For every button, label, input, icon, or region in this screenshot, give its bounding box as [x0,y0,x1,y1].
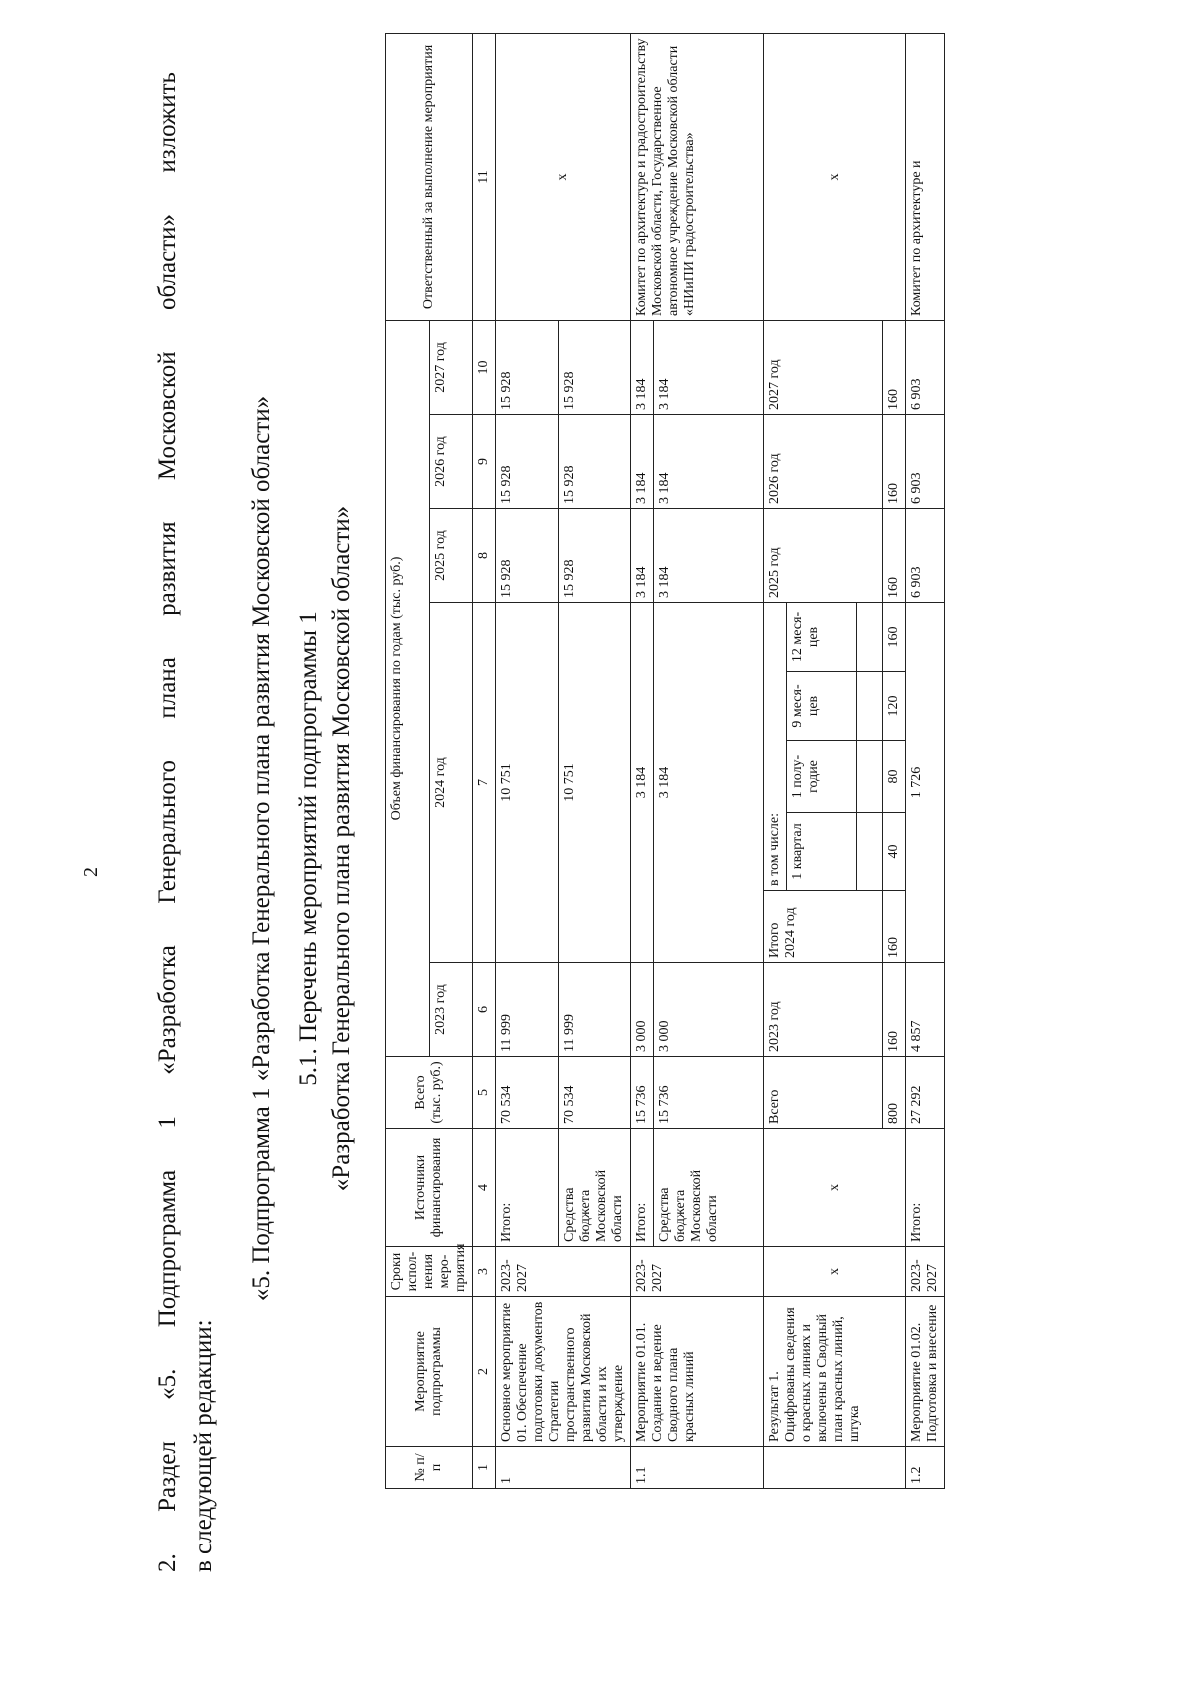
row-2026: 15 928 [559,415,631,509]
result-2025-label: 2025 год [764,509,883,603]
result-2027-label: 2027 год [764,320,883,414]
result-h1: 80 [883,741,906,813]
intro-word: изложить [154,72,181,173]
col-number: 8 [473,509,496,603]
row-total: 27 292 [906,1057,945,1129]
intro-word: Подпрограмма [154,1169,181,1328]
header-terms: Сроки испол-нения меро-приятия [386,1247,473,1297]
intro-word: 1 [154,1116,181,1129]
col-number: 9 [473,415,496,509]
result-total: 800 [883,1057,906,1129]
intro-word: области» [154,213,181,311]
result-9m-label: 9 меся-цев [787,672,857,741]
row-2024: 3 184 [654,603,764,963]
row-2027: 6 903 [906,320,945,414]
result-no [764,1447,906,1489]
result-12m: 160 [883,603,906,672]
result-incl-label: в том числе: [764,603,787,891]
col-number: 11 [473,33,496,320]
result-2026-label: 2026 год [764,415,883,509]
row-total: 70 534 [496,1057,559,1129]
section-heading: «5. Подпрограмма 1 «Разработка Генерального плана развития Московской области» [248,395,275,1302]
result-activity: Результат 1. Оцифрованы сведения о красных линиях и включены в Сводный план красных линий, штука [764,1297,906,1447]
row-2023: 3 000 [654,963,764,1057]
intro-word: «Разработка [154,945,181,1075]
header-responsible: Ответственный за выполнение мероприятия [386,33,473,320]
intro-line-1 [150,72,186,1572]
header-row-1 [386,33,430,1488]
row-2023: 4 857 [906,963,945,1057]
row-2024: 10 751 [559,603,631,963]
row-2025: 3 184 [654,509,764,603]
intro-paragraph [150,72,222,1572]
result-2025: 160 [883,509,906,603]
row-2026: 6 903 [906,415,945,509]
result-q1-label: 1 квартал [787,813,857,891]
row-2023: 11 999 [496,963,559,1057]
row-activity: Основное мероприятие 01. Обеспечение подготовки документов Стратегии пространственного развития Московской области и их утверждение [496,1297,631,1447]
header-sources: Источники финансирования [386,1129,473,1247]
row-2024: 10 751 [496,603,559,963]
row-2023: 11 999 [559,963,631,1057]
row-terms: 2023-2027 [631,1247,764,1297]
row-responsible: Комитет по архитектуре и градостроительству Московской области, Государственное автономное учреждение Московской области «НИиПИ градостроительства» [631,33,764,320]
table-row [496,33,559,1488]
result-source: х [764,1129,906,1247]
header-activity: Мероприятие подпрограммы [386,1297,473,1447]
intro-word: Московской [154,351,181,481]
result-2023-label: 2023 год [764,963,883,1057]
result-12m-label: 12 меся-цев [787,603,857,672]
row-terms: 2023-2027 [496,1247,631,1297]
row-2027: 15 928 [559,320,631,414]
subsection-heading-2: «Разработка Генерального плана развития Московской области» [328,505,355,1192]
row-total: 15 736 [654,1057,764,1129]
row-responsible: Комитет по архитектуре и [906,33,945,320]
header-funding: Объем финансирования по годам (тыс. руб.) [386,320,430,1056]
header-2023: 2023 год [429,963,473,1057]
intro-word: развития [154,521,181,616]
row-total: 15 736 [631,1057,654,1129]
row-source: Итого: [496,1129,559,1247]
row-responsible: х [496,33,631,320]
row-2026: 3 184 [631,415,654,509]
row-2025: 3 184 [631,509,654,603]
result-empty-cell [857,603,883,672]
row-2024: 1 726 [906,603,945,963]
result-total-label: Всего [764,1057,883,1129]
row-terms: 2023-2027 [906,1247,945,1297]
result-q1: 40 [883,813,906,891]
result-h1-label: 1 полу-годие [787,741,857,813]
table-row [631,33,654,1488]
intro-line-2: в следующей редакции: [190,1319,217,1572]
row-no: 1.1 [631,1447,764,1489]
intro-word: плана [154,657,181,719]
result-empty-cell [857,741,883,813]
table-row [906,33,945,1488]
row-source: Итого: [631,1129,654,1247]
col-number: 4 [473,1129,496,1247]
result-row-1 [764,33,787,1488]
header-2025: 2025 год [429,509,473,603]
result-terms: х [764,1247,906,1297]
result-2023: 160 [883,963,906,1057]
row-total: 70 534 [559,1057,631,1129]
row-2027: 3 184 [631,320,654,414]
row-source: Средства бюджета Московской области [559,1129,631,1247]
row-activity: Мероприятие 01.02. Подготовка и внесение [906,1297,945,1447]
row-source: Средства бюджета Московской области [654,1129,764,1247]
col-number: 1 [473,1447,496,1489]
row-2026: 15 928 [496,415,559,509]
row-2027: 3 184 [654,320,764,414]
header-2024: 2024 год [429,603,473,963]
col-number: 2 [473,1297,496,1447]
col-number: 3 [473,1247,496,1297]
row-2025: 15 928 [496,509,559,603]
intro-word: 2. [154,1553,181,1572]
result-itogo-2024: 160 [883,891,906,963]
activities-table [385,33,945,1489]
subsection-heading-1: 5.1. Перечень мероприятий подпрограммы 1 [295,611,322,1086]
row-2027: 15 928 [496,320,559,414]
header-no: № п/п [386,1447,473,1489]
header-2026: 2026 год [429,415,473,509]
row-2025: 15 928 [559,509,631,603]
header-2027: 2027 год [429,320,473,414]
col-number: 6 [473,963,496,1057]
result-empty-cell [857,813,883,891]
result-responsible: х [764,33,906,320]
result-empty-cell [857,672,883,741]
intro-word: Генерального [154,759,181,904]
intro-word: Раздел [154,1441,181,1512]
page-number: 2 [80,867,102,877]
row-no: 1 [496,1447,631,1489]
col-number: 10 [473,320,496,414]
result-9m: 120 [883,672,906,741]
row-2023: 3 000 [631,963,654,1057]
row-2024: 3 184 [631,603,654,963]
result-2027: 160 [883,320,906,414]
column-numbers-row [473,33,496,1488]
row-no: 1.2 [906,1447,945,1489]
row-activity: Мероприятие 01.01. Создание и ведение Сводного плана красных линий [631,1297,764,1447]
intro-word: «5. [154,1368,181,1400]
row-2025: 6 903 [906,509,945,603]
col-number: 7 [473,603,496,963]
result-itogo-2024-label: Итого 2024 год [764,891,883,963]
col-number: 5 [473,1057,496,1129]
row-source: Итого: [906,1129,945,1247]
result-2026: 160 [883,415,906,509]
row-2026: 3 184 [654,415,764,509]
header-total: Всего (тыс. руб.) [386,1057,473,1129]
